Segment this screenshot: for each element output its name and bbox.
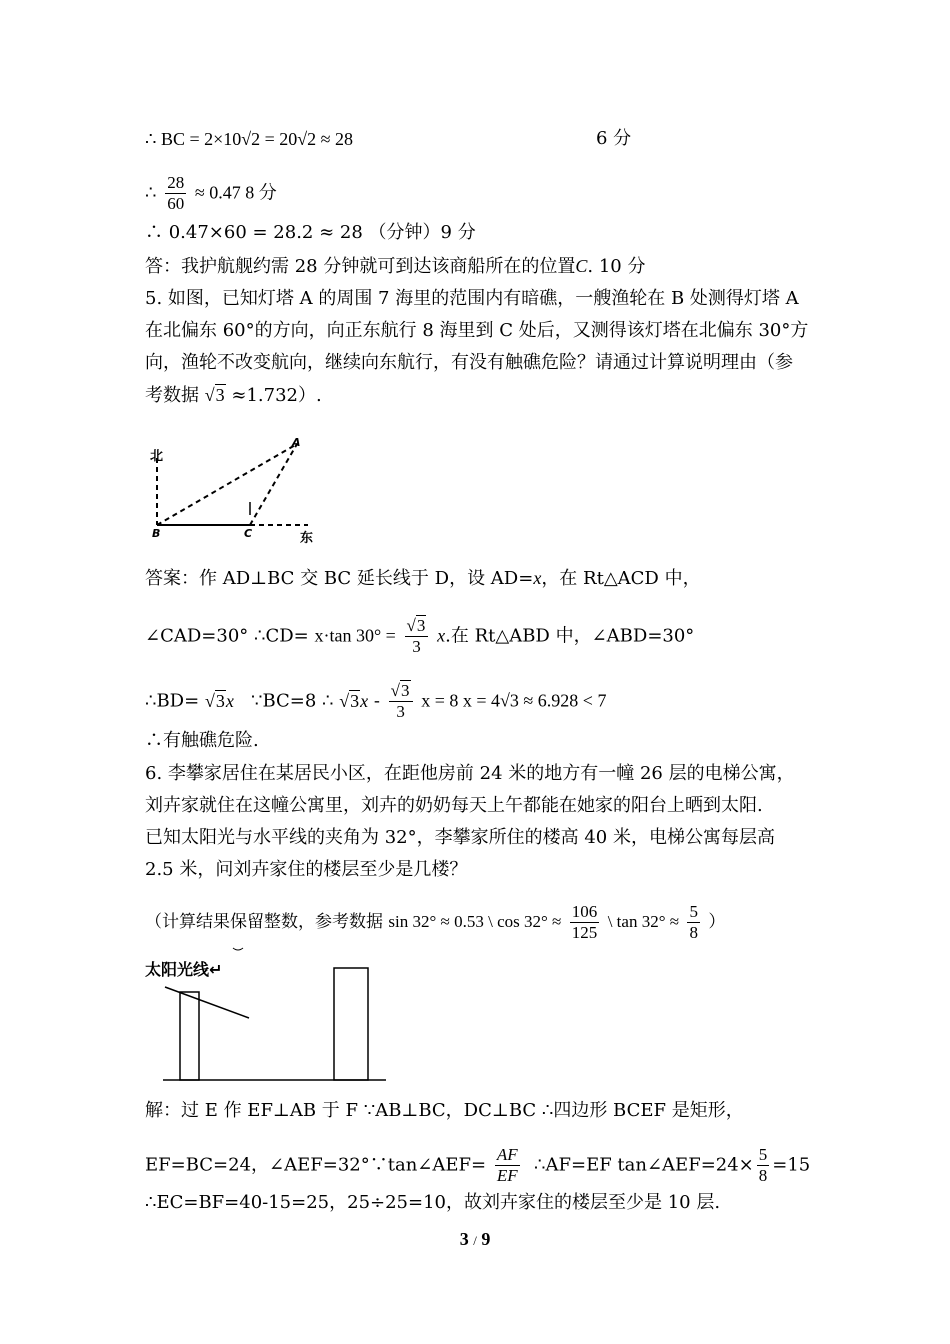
problem5-line2: 在北偏东 60°的方向，向正东航行 8 海里到 C 处后，又测得该灯塔在北偏东 30°方: [145, 320, 809, 341]
problem5-line4: [145, 384, 322, 407]
segment-ca: [250, 444, 297, 525]
sunlight-label: 太阳光线↵: [145, 960, 223, 979]
problem5-line4-suffix: ≈1.732）.: [231, 385, 322, 406]
current-page: 3: [459, 1229, 469, 1249]
point-a-label: A: [292, 436, 301, 449]
north-label: 北: [150, 449, 164, 464]
answer3-tail: x = 8 x = 4√3 ≈ 6.928 < 7: [421, 690, 607, 711]
answer1-tail: ，在 Rt△ACD 中，: [541, 568, 701, 589]
af-over-ef-fraction: [495, 1146, 520, 1185]
answer1-var: x: [533, 568, 542, 588]
sqrt3-over-3-fraction-2: $\frac{√3}{3}$: [389, 682, 413, 721]
lighthouse-figure: [140, 430, 340, 550]
problem6-line1: 6. 李攀家居住在某居民小区，在距他房前 24 米的地方有一幢 26 层的电梯公寓，: [145, 763, 795, 784]
li-building: [180, 992, 199, 1080]
bc-calc: ∴ BC = 2×10√2 = 20√2 ≈ 28: [145, 129, 354, 149]
bc-calc-line: [145, 128, 353, 151]
east-label: 东: [300, 531, 314, 546]
problem5-line4-prefix: 考数据: [145, 385, 199, 406]
solution2-mid: ∴AF=EF tan∠AEF=24×: [534, 1154, 754, 1176]
answer2-mid: x·tan 30° =: [314, 625, 396, 646]
hint-tan: \ tan 32° ≈: [607, 912, 680, 931]
problem5-line3: 向，渔轮不改变航向，继续向东航行，有没有触礁危险？请通过计算说明理由（参: [145, 352, 793, 373]
ratio-fraction: [165, 174, 186, 213]
sqrt3x: √3x: [204, 690, 234, 711]
answer-point: C: [575, 256, 588, 276]
ef-denominator: EF: [496, 1166, 518, 1185]
ratio-denominator: 60: [167, 194, 185, 213]
hint-cos-den: 125: [571, 923, 598, 942]
hint-sin: sin 32° ≈ 0.53 \ cos 32° ≈: [388, 912, 562, 931]
sqrt3-symbol: √3: [204, 385, 225, 405]
sunlight-figure: [140, 945, 400, 1085]
apartment-building: [334, 968, 368, 1080]
sun-mark: [233, 948, 243, 950]
hint-close: ）: [708, 912, 726, 932]
hint-cos-fraction: [570, 903, 600, 942]
problem5-answer2: ∠CAD=30° ∴CD= x·tan 30° = $\frac{√3}{3}$ x.在 Rt△ABD 中，∠ABD=30°: [145, 616, 695, 656]
problem6-line2: 刘卉家就住在这幢公寓里，刘卉的奶奶每天上午都能在她家的阳台上晒到太阳.: [145, 795, 763, 816]
problem6-solution3: ∴EC=BF=40-15=25，25÷25=10，故刘卉家住的楼层至少是 10 层.: [145, 1192, 721, 1213]
problem5-answer1: [145, 567, 701, 590]
total-pages: 9: [481, 1229, 491, 1249]
problem6-solution1: 解：过 E 作 EF⊥AB 于 F ∵AB⊥BC，DC⊥BC ∴四边形 BCEF 是矩形，: [145, 1100, 744, 1121]
problem6-solution2: [145, 1146, 810, 1185]
answer3-prefix: ∴BD=: [145, 690, 200, 712]
answer-suffix: . 10 分: [587, 256, 646, 277]
five-eighths-fraction: [757, 1146, 770, 1185]
solution2-tail: =15: [772, 1154, 811, 1176]
hint-tan-num: 5: [689, 902, 698, 921]
segment-ba: [157, 444, 297, 525]
answer3-mid: ∵BC=8 ∴: [251, 690, 334, 712]
hint-prefix: （计算结果保留整数，参考数据: [145, 912, 383, 932]
bc-score: 6 分: [596, 128, 632, 149]
sqrt3-over-3-fraction: $\frac{√3}{3}$: [405, 617, 429, 656]
solution2-prefix: EF=BC=24，∠AEF=32°∵tan∠AEF=: [145, 1154, 487, 1176]
ratio-line: ∴ $\frac{28}{60}$ ≈ 0.47 8 分: [145, 173, 277, 213]
problem6-line4: 2.5 米，问刘卉家住的楼层至少是几楼？: [145, 859, 468, 880]
answer1-prefix: 答案：作 AD⊥BC 交 BC 延长线于 D，设 AD=: [145, 568, 534, 589]
problem5-line1: 5. 如图，已知灯塔 A 的周围 7 海里的范围内有暗礁，一艘渔轮在 B 处测得灯塔 A: [145, 288, 799, 309]
point-b-label: B: [152, 527, 161, 540]
five-numerator: 5: [758, 1145, 768, 1164]
answer2-prefix: ∠CAD=30° ∴CD=: [145, 625, 309, 647]
point-c-label: C: [244, 527, 253, 540]
hint-cos-num: 106: [571, 902, 598, 921]
hint-tan-fraction: [687, 903, 700, 942]
eight-denominator: 8: [758, 1166, 768, 1185]
af-numerator: AF: [496, 1145, 518, 1164]
answer-line: [145, 255, 645, 278]
answer2-suffix: .在 Rt△ABD 中，∠ABD=30°: [445, 625, 695, 647]
ratio-tail: ≈ 0.47 8 分: [194, 182, 277, 203]
answer-prefix: 答：我护航舰约需 28 分钟就可到达该商船所在的位置: [145, 256, 576, 277]
time-calc: ∴ 0.47×60 = 28.2 ≈ 28 （分钟）9 分: [145, 222, 476, 243]
page-separator: /: [473, 1233, 477, 1248]
ratio-numerator: 28: [167, 173, 185, 192]
problem6-line3: 已知太阳光与水平线的夹角为 32°，李攀家所住的楼高 40 米，电梯公寓每层高: [145, 827, 775, 848]
problem5-conclusion: ∴有触礁危险.: [145, 730, 259, 751]
hint-tan-den: 8: [689, 923, 698, 942]
problem6-hint: [145, 903, 725, 942]
sun-ray: [165, 987, 249, 1018]
page-number: [0, 1229, 950, 1250]
problem5-answer3: ∴BD= √3x ∵BC=8 ∴ √3x - $\frac{√3}{3}$ x = 8 x = 4√3 ≈ 6.928 < 7: [145, 681, 607, 721]
